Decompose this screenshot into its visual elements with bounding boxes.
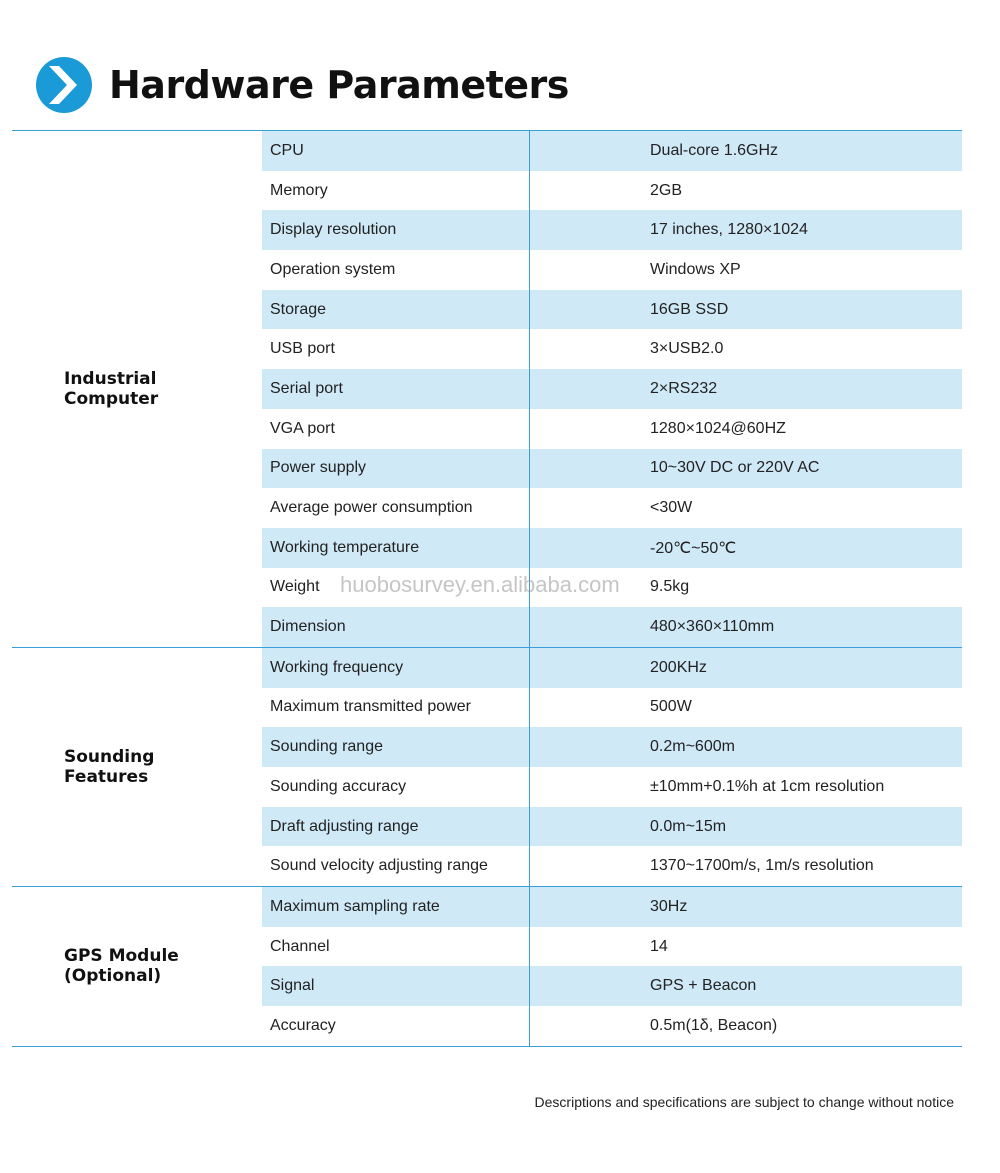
table-row: [262, 767, 962, 807]
table-row: [262, 1006, 962, 1046]
page-title: Hardware Parameters: [109, 63, 569, 107]
table-row: [262, 290, 962, 330]
table-row: [262, 648, 962, 688]
param-name: Sounding range: [262, 727, 530, 767]
table-row: [262, 329, 962, 369]
param-name: Display resolution: [262, 210, 530, 250]
param-value: 30Hz: [650, 897, 688, 915]
section-label: [12, 131, 262, 647]
param-value: 500W: [650, 698, 692, 716]
param-name: Channel: [262, 927, 530, 967]
table-row: [262, 568, 962, 608]
chevron-right-circle-icon: [35, 56, 93, 114]
param-name: Power supply: [262, 449, 530, 489]
param-value: 1370~1700m/s, 1m/s resolution: [650, 857, 874, 875]
section-label-text: Sounding Features: [64, 747, 155, 787]
param-name: Weight: [262, 568, 530, 608]
spec-section: [12, 647, 962, 886]
param-name: Draft adjusting range: [262, 807, 530, 847]
table-row: [262, 846, 962, 886]
table-row: [262, 607, 962, 647]
param-value: -20℃~50℃: [650, 539, 737, 557]
param-value: GPS + Beacon: [650, 977, 757, 995]
param-name: CPU: [262, 131, 530, 171]
param-value: 14: [650, 937, 668, 955]
param-name: Signal: [262, 966, 530, 1006]
param-value: ±10mm+0.1%h at 1cm resolution: [650, 777, 885, 795]
param-value: 200KHz: [650, 658, 707, 676]
section-label: [12, 648, 262, 886]
table-row: [262, 966, 962, 1006]
param-value: 2×RS232: [650, 379, 718, 397]
param-name: Accuracy: [262, 1006, 530, 1046]
table-row: [262, 528, 962, 568]
table-row: [262, 171, 962, 211]
table-row: [262, 887, 962, 927]
section-label-text: Industrial Computer: [64, 368, 159, 409]
table-row: [262, 369, 962, 409]
table-row: [262, 688, 962, 728]
param-name: Maximum sampling rate: [262, 887, 530, 927]
param-value: 0.5m(1δ, Beacon): [650, 1016, 778, 1034]
param-name: Serial port: [262, 369, 530, 409]
param-name: Operation system: [262, 250, 530, 290]
param-name: Memory: [262, 171, 530, 211]
footnote: Descriptions and specifications are subject to change without notice: [534, 1094, 954, 1110]
spec-section: [12, 130, 962, 647]
section-label-text: GPS Module (Optional): [64, 946, 179, 987]
param-name: Dimension: [262, 607, 530, 647]
table-row: [262, 210, 962, 250]
param-name: VGA port: [262, 409, 530, 449]
table-row: [262, 488, 962, 528]
param-value: Windows XP: [650, 260, 741, 278]
param-value: <30W: [650, 499, 693, 517]
spec-section: [12, 886, 962, 1047]
table-row: [262, 250, 962, 290]
param-name: Maximum transmitted power: [262, 688, 530, 728]
param-value: 0.2m~600m: [650, 738, 735, 756]
param-name: Storage: [262, 290, 530, 330]
param-value: 9.5kg: [650, 578, 690, 596]
section-label: [12, 887, 262, 1046]
spec-table: [12, 130, 962, 1047]
param-value: 480×360×110mm: [650, 618, 775, 636]
param-value: 0.0m~15m: [650, 817, 727, 835]
table-row: [262, 727, 962, 767]
param-name: Sounding accuracy: [262, 767, 530, 807]
watermark: huobosurvey.en.alibaba.com: [340, 572, 620, 597]
param-value: 2GB: [650, 181, 683, 199]
table-row: [262, 409, 962, 449]
param-value: 10~30V DC or 220V AC: [650, 459, 820, 477]
param-value: Dual-core 1.6GHz: [650, 141, 779, 159]
param-name: Average power consumption: [262, 488, 530, 528]
param-name: Sound velocity adjusting range: [262, 846, 530, 886]
param-value: 3×USB2.0: [650, 340, 724, 358]
param-name: USB port: [262, 329, 530, 369]
param-value: 1280×1024@60HZ: [650, 419, 786, 437]
table-row: [262, 927, 962, 967]
table-row: [262, 449, 962, 489]
param-name: Working frequency: [262, 648, 530, 688]
page-header: [35, 55, 569, 115]
table-row: [262, 807, 962, 847]
param-value: 16GB SSD: [650, 300, 729, 318]
param-value: 17 inches, 1280×1024: [650, 221, 808, 239]
param-name: Working temperature: [262, 528, 530, 568]
table-row: [262, 131, 962, 171]
